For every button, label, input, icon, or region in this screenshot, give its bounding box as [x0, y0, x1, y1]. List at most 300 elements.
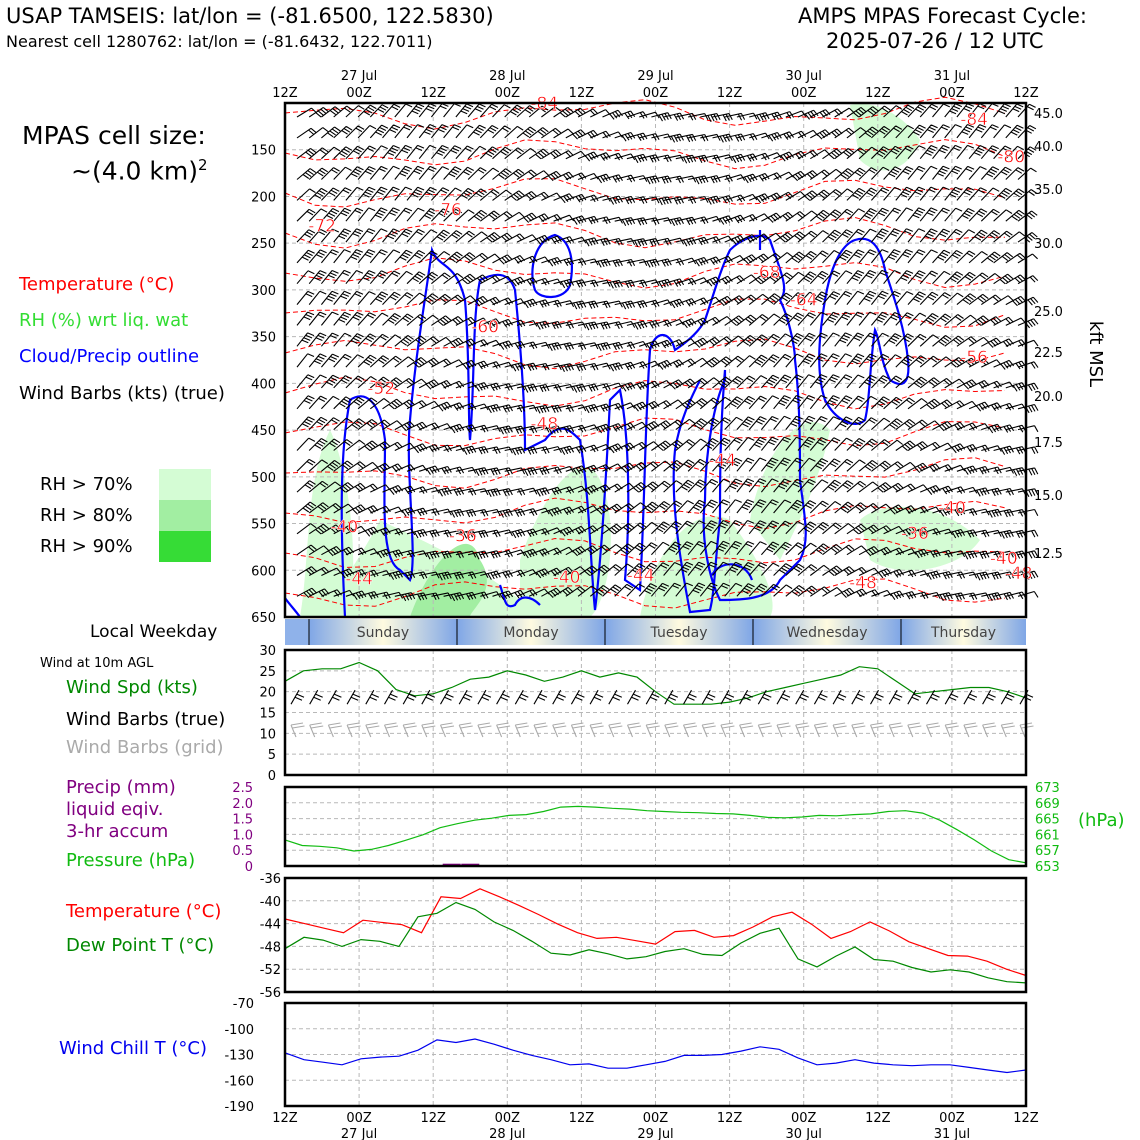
wind-barb [798, 586, 817, 596]
wind-barb [383, 399, 403, 409]
pressure-tick-label: 350 [251, 330, 276, 346]
temperature-contour-label: -36 [448, 526, 477, 547]
bottom-hour-label: 12Z [865, 1111, 891, 1126]
wind-barb-grid [796, 723, 810, 737]
wind-barb [920, 571, 940, 579]
pressure-tick-label: 550 [251, 517, 276, 533]
wind-barb-true [889, 690, 902, 704]
wind-barb [835, 524, 854, 534]
temperature-tick-label: -40 [259, 894, 281, 910]
wind-barb [395, 357, 414, 367]
top-day-label: 31 Jul [933, 69, 971, 84]
rh-label-70: RH > 70% [40, 474, 133, 495]
wind-barb [590, 343, 610, 351]
temperature-panel [260, 872, 1026, 1001]
weekday-title: Local Weekday [90, 622, 218, 642]
precip-tick-label: 0.5 [232, 844, 253, 860]
wind-barb [431, 294, 450, 304]
wind-barb-grid [983, 723, 997, 737]
top-hour-label: 00Z [494, 86, 521, 101]
wind-barb [676, 155, 696, 163]
wind-barb [590, 259, 610, 267]
forecast-cycle-date: 2025-07-26 / 12 UTC [826, 29, 1044, 53]
wind-barb-true [628, 690, 641, 704]
page-subtitle: Nearest cell 1280762: lat/lon = (-81.6432, 122.7011) [6, 32, 433, 51]
temperature-tick-label: -56 [259, 986, 281, 1001]
top-hour-label: 12Z [272, 86, 298, 101]
wind-barb [981, 530, 1001, 536]
bottom-day-label: 29 Jul [637, 1127, 674, 1140]
wind-barb-grid [534, 723, 548, 737]
wind-barb-grid [964, 723, 978, 737]
temperature-contour-label: -84 [960, 109, 988, 130]
pressure-axis-title: (hPa) [1078, 810, 1125, 831]
wind-tick-label: 25 [259, 664, 276, 680]
temperature-contour-label: -36 [901, 523, 929, 544]
wind-barb-true [609, 690, 622, 704]
wind-barb [590, 280, 610, 286]
wind-barb [566, 322, 586, 328]
wind-barb-true [366, 690, 379, 704]
wind-barb [725, 134, 745, 142]
wind-tick-label: 15 [259, 706, 276, 722]
wind-barb [994, 489, 1014, 496]
wind-barb-grid [515, 723, 529, 737]
wind-barb [419, 530, 439, 537]
wind-barb [493, 405, 513, 413]
wind-barb-true [590, 690, 603, 704]
bottom-hour-label: 00Z [346, 1111, 372, 1126]
wind-barb [627, 154, 647, 162]
wind-barb [297, 108, 317, 117]
top-hour-label: 12Z [1013, 86, 1039, 101]
pressure-tick-label: 665 [1035, 812, 1060, 828]
wind-barb [603, 280, 623, 288]
wind-barb-grid [702, 723, 716, 737]
temperature-contour-label: -48 [849, 573, 877, 594]
rh-label-80: RH > 80% [40, 505, 133, 526]
wind-barb [529, 128, 548, 138]
legend-pressure: Pressure (hPa) [66, 850, 196, 871]
wind-barb-grid [758, 723, 772, 737]
wind-barb [688, 114, 708, 120]
legend-temp-2m: Temperature (°C) [66, 901, 222, 922]
bottom-day-label: 27 Jul [340, 1127, 378, 1140]
wind-barb [859, 482, 878, 492]
precip-tick-label: 0 [244, 860, 253, 875]
wind-barb-grid [385, 723, 399, 737]
wind-barb [615, 218, 635, 226]
wind-barb [933, 572, 953, 580]
pressure-line [285, 806, 1026, 862]
top-hour-label: 00Z [790, 86, 817, 101]
wind-barb [994, 274, 1013, 284]
wind-barb-grid [478, 723, 492, 737]
wind-barb [651, 197, 671, 205]
wind-barb [431, 316, 451, 326]
pressure-tick-label: 669 [1035, 796, 1060, 812]
wind-barb-grid [441, 723, 455, 737]
wind-barb [480, 233, 499, 243]
wind-barb [933, 335, 952, 346]
height-tick-label: 20.0 [1034, 390, 1063, 405]
wind-barb [994, 231, 1013, 242]
wind-barb [651, 155, 671, 162]
height-tick-label: 40.0 [1034, 140, 1063, 155]
wind-barb-grid [871, 723, 885, 737]
wind-barb [431, 273, 450, 284]
temperature-tick-label: -48 [259, 940, 281, 956]
weekday-label: Wednesday [786, 625, 868, 641]
pressure-tick-label: 150 [251, 143, 276, 159]
temperature-contour-label: -40 [330, 517, 359, 538]
legend-dewpoint: Dew Point T (°C) [66, 935, 215, 956]
wind-barb [480, 447, 500, 454]
height-tick-label: 15.0 [1034, 489, 1063, 504]
wind-barb-grid [777, 723, 791, 737]
wind-barb-true [796, 690, 809, 704]
wind-barb [957, 380, 977, 389]
pressure-tick-label: 653 [1035, 860, 1060, 875]
wind-barb [517, 468, 537, 476]
weekday-partial-segment [285, 619, 309, 645]
wind-barb [639, 259, 659, 267]
pressure-tick-label: 400 [251, 377, 276, 393]
wind-barb [297, 438, 315, 450]
precip-pressure-panel [232, 781, 1124, 875]
weekday-bar [285, 619, 1026, 645]
pressure-tick-label: 657 [1035, 844, 1060, 860]
wind-barb-grid [459, 723, 473, 737]
wind-barb-grid [814, 723, 828, 737]
wind-barb [969, 488, 989, 496]
wind-barb [1006, 232, 1025, 242]
cross-section-panel [251, 94, 1106, 626]
wind-barb [945, 572, 965, 579]
wind-barb [297, 459, 315, 471]
wind-barb-grid [684, 723, 698, 737]
temperature-contour-label: -80 [997, 147, 1026, 168]
bottom-day-label: 30 Jul [785, 1127, 822, 1140]
page-title: USAP TAMSEIS: lat/lon = (-81.6500, 122.5830) [6, 4, 494, 28]
wind-barb-grid [403, 723, 417, 737]
wind-barb [920, 399, 939, 409]
wind-barb [419, 380, 439, 389]
legend-precip-2: liquid eqiv. [66, 799, 164, 820]
wind-barb [896, 419, 915, 429]
wind-barb [297, 250, 315, 263]
wind-barb [994, 253, 1013, 263]
bottom-day-label: 28 Jul [489, 1127, 526, 1140]
wind-tick-label: 10 [259, 727, 276, 743]
temperature-contour-label: -60 [471, 317, 499, 338]
wind-barb [419, 337, 438, 347]
wind-barb [981, 593, 1001, 601]
wind-tick-label: 30 [259, 644, 276, 659]
wind-barb-grid [590, 723, 604, 737]
wind-barb [493, 255, 513, 264]
windchill-tick-label: -100 [224, 1022, 254, 1038]
legend-precip-1: Precip (mm) [66, 777, 176, 798]
temperature-contour-label: -84 [530, 94, 559, 114]
bottom-hour-label: 00Z [790, 1111, 817, 1126]
wind-barb [664, 218, 684, 226]
pressure-tick-label: 650 [251, 611, 276, 626]
wind-barb-true [908, 690, 921, 704]
wind-barb-true [964, 690, 977, 704]
wind-barb-true [328, 690, 341, 704]
wind-barb-grid [1001, 723, 1015, 737]
top-hour-label: 12Z [420, 86, 446, 101]
wind-panel-title: Wind at 10m AGL [40, 656, 154, 671]
wind-barb [480, 405, 500, 413]
temperature-contour-label: -40 [938, 498, 966, 519]
wind-barb [615, 301, 635, 309]
wind-barb [884, 440, 903, 450]
wind-barb [688, 176, 708, 184]
precip-tick-label: 1.0 [232, 828, 253, 844]
wind-barb [468, 447, 488, 455]
bottom-hour-label: 00Z [939, 1111, 965, 1126]
wind-barb [627, 197, 647, 204]
wind-barb-true [459, 690, 472, 704]
wind-barb [431, 488, 451, 496]
top-hour-label: 12Z [865, 86, 891, 101]
wind-barb [444, 338, 464, 347]
wind-tick-label: 5 [267, 748, 276, 764]
wind-barb [468, 489, 488, 495]
wind-barb-grid [889, 723, 903, 737]
wind-barb [297, 189, 316, 201]
wind-barb [871, 461, 890, 471]
wind-barb [541, 171, 561, 180]
wind-barb [847, 481, 866, 492]
wind-barb [358, 419, 377, 429]
top-hour-label: 12Z [568, 86, 595, 101]
wind-barb [908, 399, 927, 409]
wind-barb [1006, 447, 1026, 455]
wind-barb [981, 509, 1001, 517]
wind-barb [664, 134, 684, 142]
wind-barb [639, 155, 659, 163]
height-tick-label: 30.0 [1034, 237, 1063, 252]
wind-barb [651, 113, 671, 121]
wind-barb [639, 176, 659, 184]
wind-barb [945, 336, 964, 346]
wind-barb-grid [665, 723, 679, 737]
wind-barb [603, 342, 623, 350]
temperature-contour-label: -76 [434, 200, 462, 221]
height-tick-label: 17.5 [1034, 436, 1063, 451]
wind-barb [590, 238, 610, 246]
windchill-panel [224, 997, 1026, 1115]
pressure-tick-label: 450 [251, 424, 276, 440]
wind-barb [529, 149, 548, 159]
forecast-cycle-label: AMPS MPAS Forecast Cycle: [798, 4, 1087, 28]
temperature-contour-label: -56 [960, 348, 988, 369]
wind-barb [444, 509, 464, 517]
pressure-tick-label: 661 [1035, 828, 1060, 844]
weekday-label: Thursday [930, 625, 997, 641]
temperature-tick-label: -52 [259, 963, 281, 979]
wind-barb [517, 213, 537, 222]
temperature-contour-label: -40 [552, 567, 581, 588]
wind-barb-true [553, 690, 566, 704]
wind-barb [541, 364, 561, 370]
wind-barb [969, 273, 988, 284]
wind-barb [297, 291, 314, 304]
wind-barb [346, 440, 365, 450]
wind-barb [664, 113, 684, 121]
wind-barb [297, 128, 316, 138]
wind-barb-grid [310, 723, 324, 737]
wind-barb [358, 441, 377, 451]
wind-barb [297, 396, 314, 409]
wind-barb [468, 468, 488, 476]
wind-barb-true [347, 690, 360, 704]
temperature-contour-label: -68 [752, 263, 781, 284]
wind-barb [700, 114, 720, 122]
precip-tick-label: 1.5 [232, 812, 253, 828]
wind-barb-grid [328, 723, 342, 737]
temperature-contour-label: -72 [308, 216, 336, 237]
wind-barb [297, 481, 316, 492]
wind-barb [957, 315, 976, 325]
pressure-tick-label: 500 [251, 470, 276, 486]
wind-barb [1018, 405, 1038, 413]
bottom-hour-label: 00Z [642, 1111, 669, 1126]
wind-barb [896, 441, 915, 451]
legend-rh: RH (%) wrt liq. wat [19, 310, 189, 331]
height-tick-label: 35.0 [1034, 183, 1063, 198]
legend-wind-barbs-true: Wind Barbs (true) [66, 709, 226, 730]
temperature-tick-label: -36 [259, 872, 281, 887]
wind-barb [615, 197, 635, 205]
wind-barb [1006, 489, 1026, 495]
wind-barb [627, 260, 647, 266]
precip-tick-label: 2.5 [232, 781, 253, 796]
wind-barb [493, 509, 513, 517]
height-tick-label: 12.5 [1034, 547, 1063, 562]
wind-barb [554, 405, 574, 412]
wind-barb-true [515, 690, 528, 704]
wind-barb [664, 155, 684, 161]
wind-barb [1006, 296, 1026, 305]
windchill-tick-label: -190 [224, 1100, 254, 1115]
wind-barb [969, 572, 989, 580]
wind-barb [676, 197, 696, 204]
wind-barb [933, 357, 952, 367]
wind-barb-grid [740, 723, 754, 737]
bottom-hour-label: 12Z [1013, 1111, 1039, 1126]
wind-barb [517, 127, 536, 138]
bottom-hour-label: 12Z [568, 1111, 595, 1126]
wind-barb [566, 130, 586, 139]
wind-barb-grid [908, 723, 922, 737]
wind-barb [517, 363, 537, 371]
wind-barb [651, 218, 671, 224]
wind-barb [456, 274, 475, 284]
cell-size-exponent: 2 [198, 156, 208, 174]
rh-label-90: RH > 90% [40, 536, 133, 557]
wind-barb [480, 211, 499, 221]
wind-barb [297, 375, 314, 388]
wind-barb [407, 336, 426, 346]
wind-barb [456, 231, 475, 242]
wind-barb [541, 128, 560, 138]
pressure-tick-label: 300 [251, 283, 276, 299]
bottom-hour-label: 12Z [420, 1111, 446, 1126]
wind-barb-grid [497, 723, 511, 737]
height-tick-label: 45.0 [1034, 107, 1063, 122]
height-tick-label: 22.5 [1034, 346, 1063, 361]
wind-barb-grid [646, 723, 660, 737]
temperature-contour-label: -48 [530, 414, 559, 435]
wind-barb [823, 544, 842, 554]
wind-barb [994, 446, 1014, 454]
wind-barb-grid [571, 723, 585, 737]
wind-barb-true [983, 690, 996, 704]
top-day-label: 30 Jul [785, 69, 822, 84]
wind-barb [395, 422, 415, 431]
wind-barb-true [571, 690, 584, 704]
precip-tick-label: 2.0 [232, 796, 253, 812]
wind-barb-grid [628, 723, 642, 737]
weekday-label: Tuesday [650, 625, 708, 641]
temperature-contour-label: -52 [367, 379, 396, 399]
wind-barb [786, 586, 805, 597]
wind-barb-grid [833, 723, 847, 737]
wind-barb-grid [347, 723, 361, 737]
wind-barb [566, 301, 586, 309]
wind-barb [554, 364, 574, 372]
wind-barb-grid [721, 723, 735, 737]
temperature-contour-label: -48 [1004, 564, 1033, 585]
wind-barb-true [852, 690, 865, 704]
wind-barb [847, 503, 866, 513]
wind-barb-true [684, 690, 697, 704]
legend-temperature: Temperature (°C) [19, 274, 175, 295]
wind-barb [1018, 426, 1038, 432]
wind-barb [480, 551, 500, 559]
wind-barb [456, 489, 476, 496]
wind-barb [969, 316, 988, 326]
legend-precip-3: 3-hr accum [66, 821, 169, 842]
wind-barb [1006, 468, 1026, 476]
wind-barb [1018, 319, 1038, 328]
wind-barb [969, 294, 988, 304]
wind-barb [541, 343, 561, 351]
wind-tick-label: 0 [267, 769, 276, 784]
wind-barb [908, 463, 928, 472]
pressure-tick-label: 673 [1035, 781, 1060, 796]
temperature-contour-label: -44 [345, 569, 373, 590]
wind-barb [468, 232, 487, 242]
wind-barb-grid [366, 723, 380, 737]
wind-barb-true [814, 690, 827, 704]
wind-panel [259, 644, 1033, 784]
wind-barb [444, 488, 464, 496]
top-day-label: 28 Jul [489, 69, 526, 84]
wind-barb [676, 113, 696, 120]
wind-barb [957, 294, 976, 305]
temperature-contour-label: -44 [708, 451, 737, 471]
wind-barb [871, 440, 890, 451]
cell-size-label: MPAS cell size: [22, 121, 206, 150]
temperature-tick-label: -44 [259, 917, 281, 933]
temperature-contour [285, 179, 1005, 207]
wind-barb-true [1001, 690, 1014, 704]
